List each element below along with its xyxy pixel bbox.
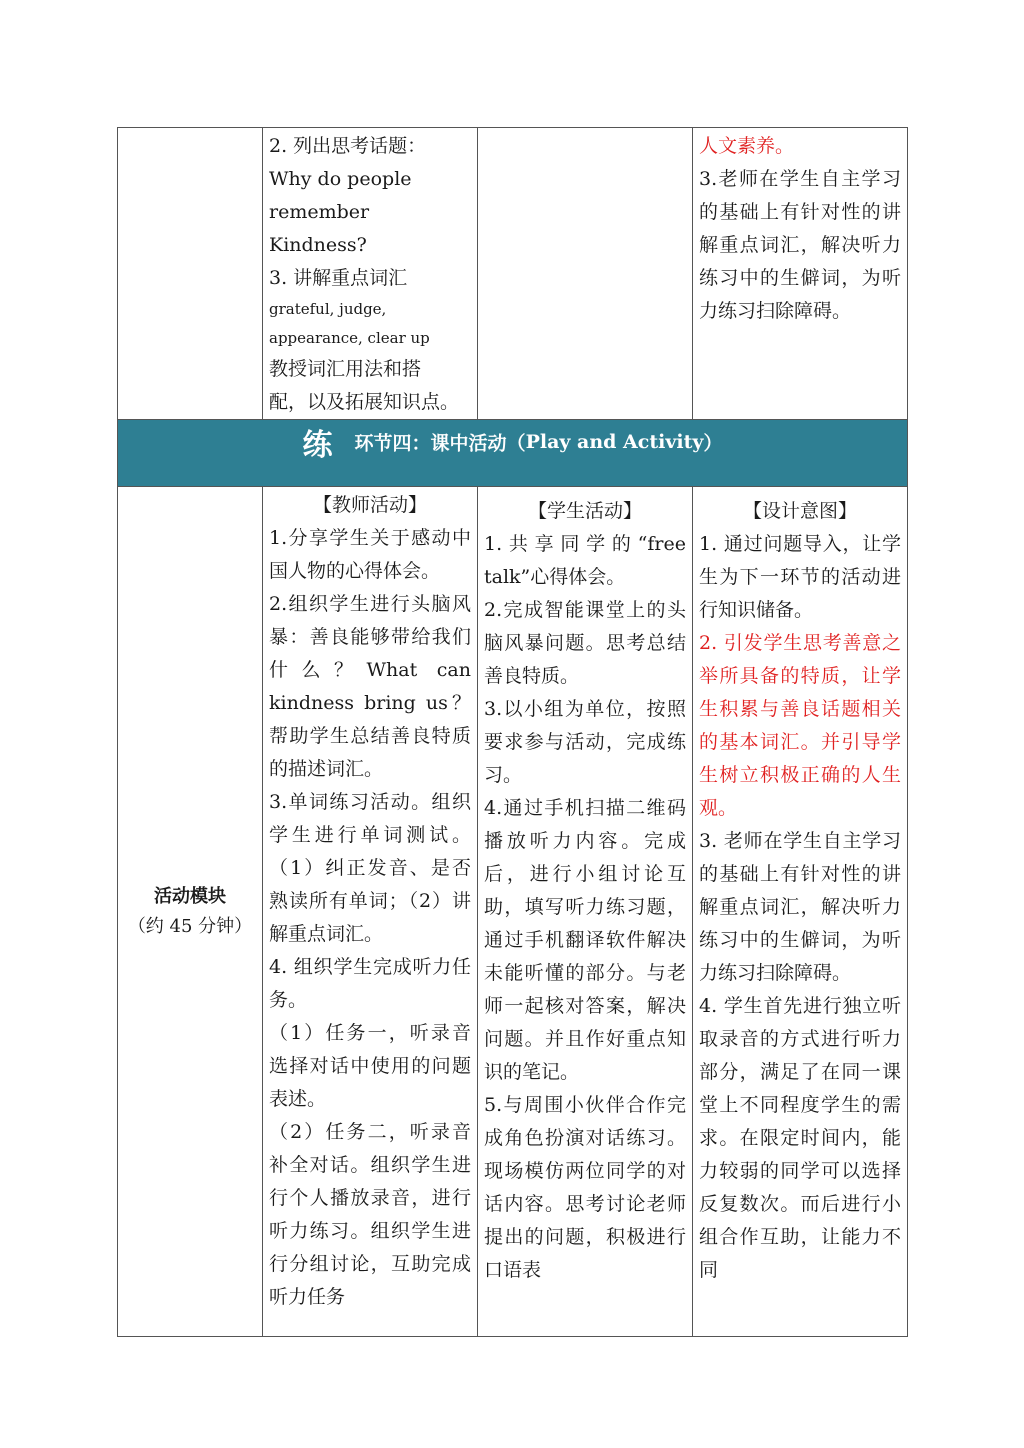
list-item: 2.完成智能课堂上的头脑风暴问题。思考总结善良特质。 [484,599,686,687]
module-label: 活动模块 [154,885,226,907]
section-title-en: Play and Activity [525,431,704,453]
teacher-line: appearance, clear up [269,329,430,347]
student-activity-cell [478,487,693,1337]
list-item: 1.分享学生关于感动中国人物的心得体会。 [269,527,471,582]
design-red-text: 人文素养。 [699,135,795,157]
student-activity-list [484,528,686,1287]
list-item: （1）任务一，听录音选择对话中使用的问题表述。 [269,1022,471,1110]
list-item: 4. 组织学生完成听力任务。 [269,956,471,1011]
teacher-activity-header: 【教师活动】 [312,494,427,516]
teacher-line: 教授词汇用法和搭 [269,358,422,380]
design-item-1: 1. 通过问题导入，让学生为下一环节的活动进行知识储备。 [699,533,901,621]
module-label-cell [118,487,263,1337]
list-item: 4.通过手机扫描二维码播放听力内容。完成后，进行小组讨论互助，填写听力练习题，通过手机翻译软件解决未能听懂的部分。与老师一起核对答案，解决问题。并且作好重点知识的笔记。 [484,797,686,1083]
table-row [118,128,908,420]
design-cell-top [693,128,908,420]
module-duration: （约 45 分钟） [127,915,253,937]
teacher-activity-cell [263,487,478,1337]
section-title-cn: 环节四：课中活动（ [354,432,526,455]
teacher-line: 3. 讲解重点词汇 [269,267,408,289]
teacher-line: Why do people [269,168,412,190]
list-item: 5.与周围小伙伴合作完成角色扮演对话练习。现场模仿两位同学的对话内容。思考讨论老师提出的问题，积极进行口语表 [484,1094,686,1281]
section-char: 练 [302,428,333,463]
section-banner-cell [118,420,908,487]
list-item: （2）任务二，听录音补全对话。组织学生进行个人播放录音，进行听力练习。组织学生进行分组讨论，互助完成听力任务 [269,1121,471,1308]
table-row [118,487,908,1337]
design-item-2: 2. 引发学生思考善意之举所具备的特质，让学生积累与善良话题相关的基本词汇。并引导学生树立积极正确的人生观。 [699,632,901,819]
student-activity-header: 【学生活动】 [527,500,642,522]
design-item-3: 3. 老师在学生自主学习的基础上有针对性的讲解重点词汇，解决听力练习中的生僻词，为听力练习扫除障碍。 [699,830,901,984]
list-item: 1.共享同学的“free talk”心得体会。 [484,533,686,588]
teacher-line: remember Kindness? [269,201,370,256]
section-title-end: ） [703,432,723,455]
list-item: 2.组织学生进行头脑风暴：善良能够带给我们什么？What can kindness bring us？帮助学生总结善良特质的描述词汇。 [269,593,471,780]
section-banner [118,420,908,487]
design-item-4: 4. 学生首先进行独立听取录音的方式进行听力部分，满足了在同一课堂上不同程度学生的需求。在限定时间内，能力较弱的同学可以选择反复数次。而后进行小组合作互助，让能力不同 [699,995,901,1281]
teacher-cell-top [263,128,478,420]
design-intent-header: 【设计意图】 [742,500,857,522]
teacher-lines [269,130,471,419]
blank-label-cell [118,128,263,420]
student-cell-top [478,128,693,420]
lesson-plan-table [117,127,908,1337]
list-item: 3.单词练习活动。组织学生进行单词测试。（1）纠正发音、是否熟读所有单词；（2）讲解重点词汇。 [269,791,471,945]
teacher-line: grateful, judge, [269,300,387,318]
teacher-activity-list [269,522,471,1314]
design-intent-cell [693,487,908,1337]
teacher-line: 2. 列出思考话题： [269,135,427,157]
teacher-line: 配，以及拓展知识点。 [269,391,460,413]
design-text: 3.老师在学生自主学习的基础上有针对性的讲解重点词汇，解决听力练习中的生僻词，为听力练习扫除障碍。 [699,168,901,322]
list-item: 3.以小组为单位，按照要求参与活动，完成练习。 [484,698,686,786]
